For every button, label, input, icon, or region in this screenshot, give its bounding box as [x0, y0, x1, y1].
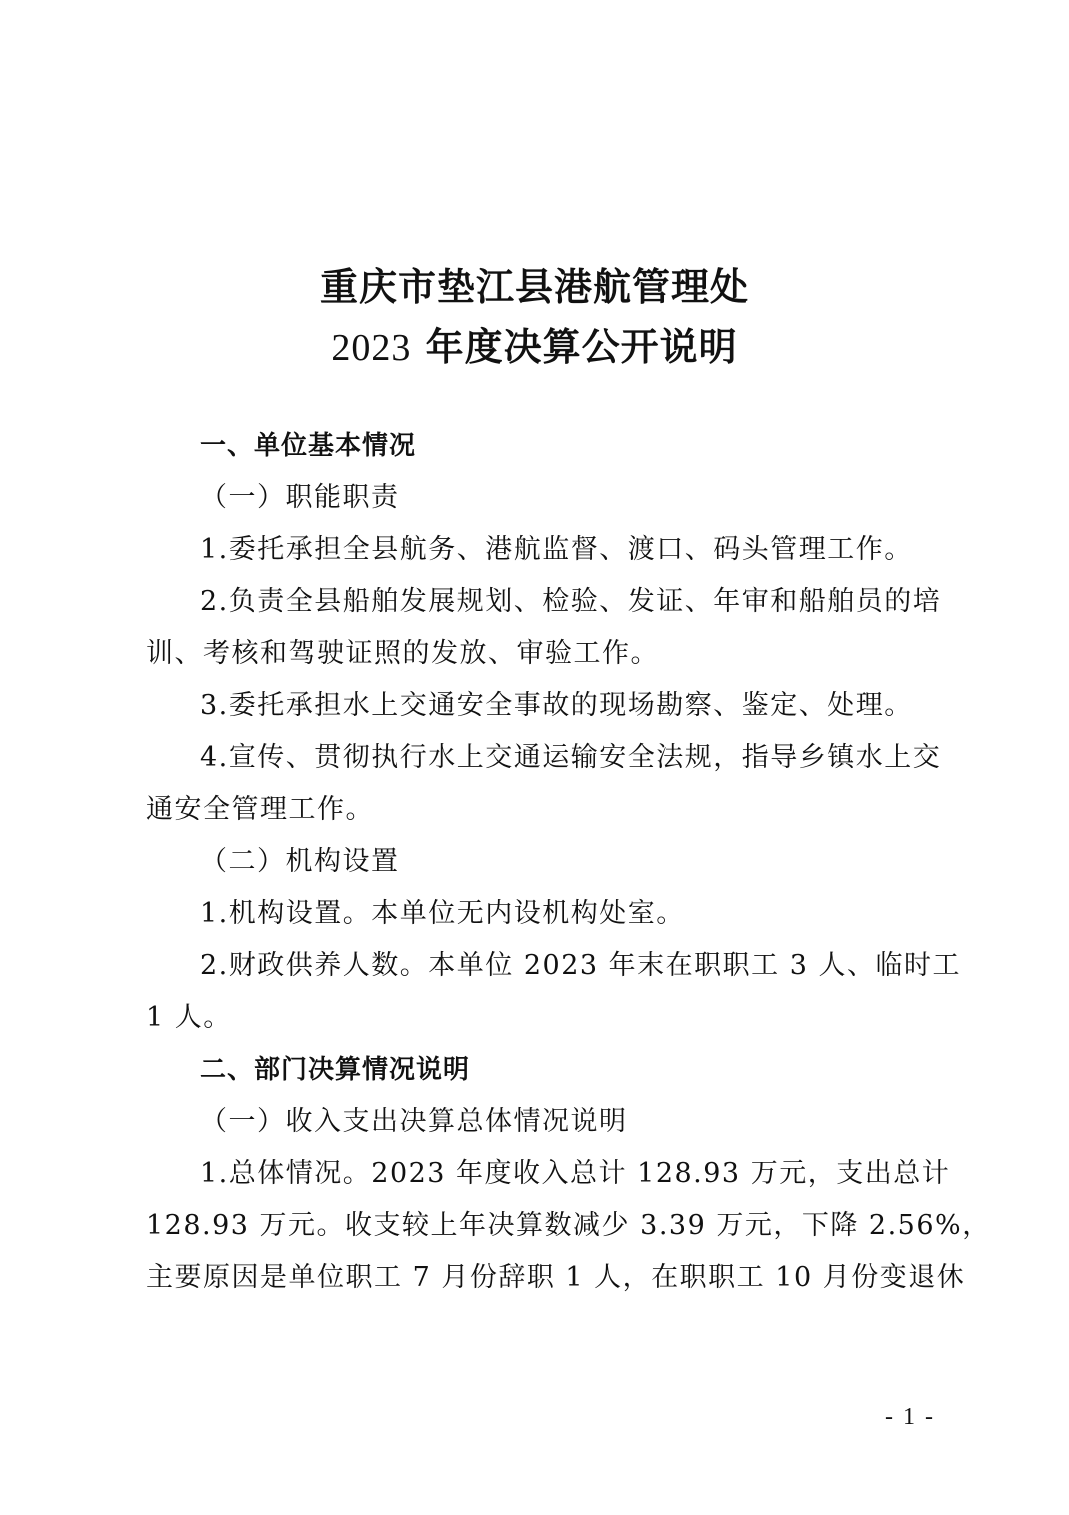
- page-number: - 1 -: [885, 1404, 935, 1430]
- org-item-2-line1: 2.财政供养人数。本单位 2023 年末在职职工 3 人、临时工: [200, 950, 961, 981]
- duty-item-2-line1: 2.负责全县船舶发展规划、检验、发证、年审和船舶员的培: [200, 586, 942, 617]
- duty-item-3: 3.委托承担水上交通安全事故的现场勘察、鉴定、处理。: [200, 690, 913, 721]
- duty-item-1: 1.委托承担全县航务、港航监督、渡口、码头管理工作。: [200, 534, 913, 565]
- section-heading-basic-info: 一、单位基本情况: [200, 431, 417, 461]
- overall-line-3: 主要原因是单位职工 7 月份辞职 1 人，在职职工 10 月份变退休: [146, 1262, 966, 1293]
- document-title-line1: 重庆市垫江县港航管理处: [319, 264, 749, 309]
- document-title-line2: [0, 316, 1069, 371]
- subsection-heading-duties: （一）职能职责: [200, 482, 400, 513]
- org-item-1: 1.机构设置。本单位无内设机构处室。: [200, 898, 685, 929]
- subsection-heading-org: （二）机构设置: [200, 846, 400, 877]
- overall-line-2: 128.93 万元。收支较上年决算数减少 3.39 万元，下降 2.56%，: [146, 1210, 991, 1241]
- duty-item-4-line2: 通安全管理工作。: [146, 794, 374, 825]
- subsection-heading-income-expense: （一）收入支出决算总体情况说明: [200, 1106, 628, 1137]
- title-subtitle: 年度决算公开说明: [411, 324, 738, 369]
- overall-line-1: 1.总体情况。2023 年度收入总计 128.93 万元，支出总计: [200, 1158, 951, 1189]
- org-item-2-line2: 1 人。: [146, 1002, 232, 1033]
- section-heading-final-accounts: 二、部门决算情况说明: [200, 1055, 471, 1085]
- duty-item-2-line2: 训、考核和驾驶证照的发放、审验工作。: [146, 638, 659, 669]
- duty-item-4-line1: 4.宣传、贯彻执行水上交通运输安全法规，指导乡镇水上交: [200, 742, 942, 773]
- title-year: 2023: [331, 327, 412, 369]
